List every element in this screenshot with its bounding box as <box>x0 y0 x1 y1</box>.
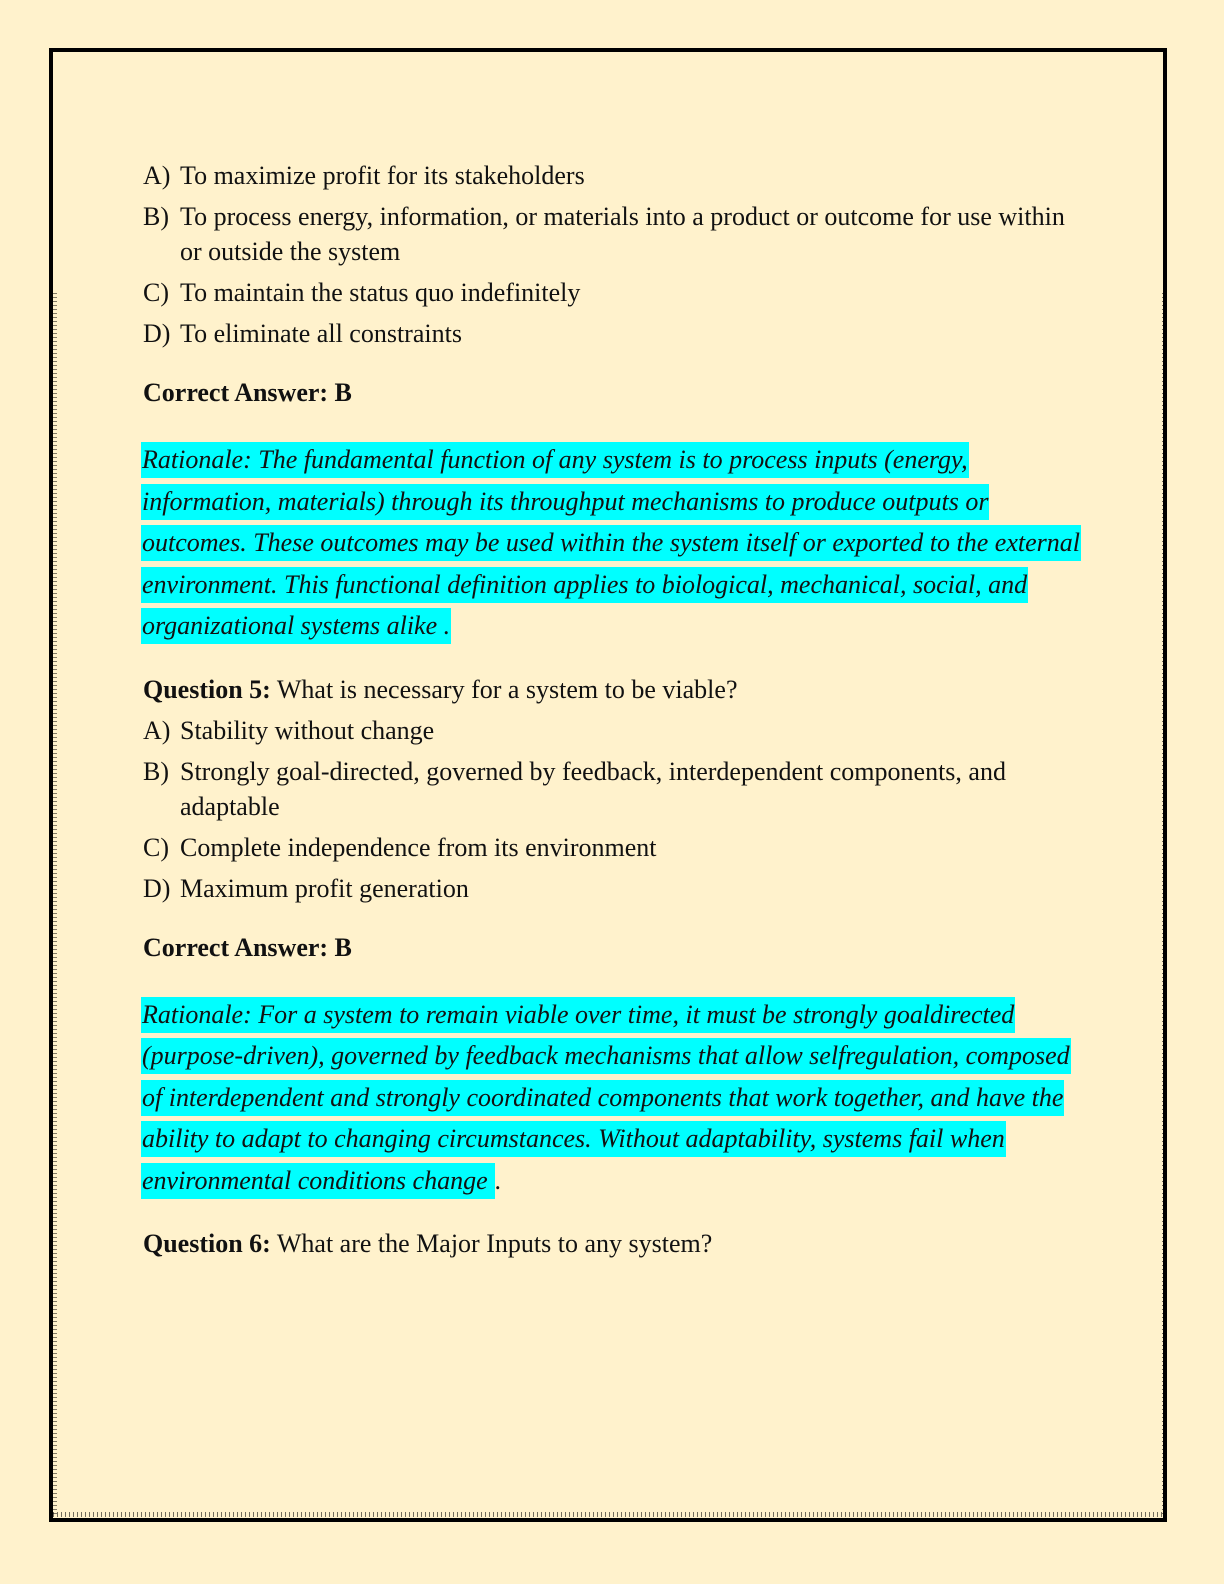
option-text: To eliminate all constraints <box>180 319 462 348</box>
option-letter: D) <box>143 873 171 903</box>
option-text: Complete independence from its environment <box>180 832 657 862</box>
option-c <box>143 830 1083 865</box>
rationale-highlight: Rationale: For a system to remain viable over time, it must be strongly goaldirected (purpose-driven), governed by feedback mechanisms that allow selfregulation, composed of interdependent and strongly coordinated components that work together, and have the ability to adapt to changing circumstances. Without adaptability, systems fail when environmental conditions change <box>141 997 1071 1199</box>
option-d <box>143 871 1083 906</box>
option-text: Maximum profit generation <box>180 873 469 903</box>
correct-answer: Correct Answer: B <box>143 932 352 962</box>
option-letter: A) <box>143 161 171 190</box>
question-5 <box>143 672 1083 707</box>
option-a <box>143 713 1083 748</box>
option-d <box>143 316 1083 351</box>
document-content <box>143 158 1083 1267</box>
rationale-trailing: . <box>495 1165 502 1195</box>
question-5-options <box>143 713 1083 906</box>
option-text: To process energy, information, or materials into a product or outcome for use within or outside the system <box>180 202 1065 266</box>
option-a <box>143 158 1083 193</box>
rationale-highlight: Rationale: The fundamental function of any system is to process inputs (energy, information, materials) through its throughput mechanisms to produce outputs or outcomes. These outcomes may be used within the system itself or exported to the external environment. This functional definition applies to biological, mechanical, social, and organizational systems alike . <box>141 442 1081 644</box>
option-text: To maximize profit for its stakeholders <box>180 161 585 190</box>
rationale-paragraph <box>141 994 1083 1202</box>
page-border-hatch-left <box>53 290 57 1514</box>
page-border-hatch-right <box>1162 290 1167 1514</box>
option-letter: C) <box>143 278 169 307</box>
option-letter: C) <box>143 832 169 862</box>
option-text: Stability without change <box>180 715 435 745</box>
option-letter: D) <box>143 319 171 348</box>
correct-answer: Correct Answer: B <box>143 378 352 407</box>
option-letter: B) <box>143 756 169 786</box>
option-c <box>143 275 1083 310</box>
question-4-options <box>143 158 1083 351</box>
option-text: Strongly goal-directed, governed by feedback, interdependent components, and adaptable <box>180 756 1006 821</box>
question-text: What are the Major Inputs to any system? <box>270 1229 713 1258</box>
option-b <box>143 754 1083 824</box>
rationale-paragraph <box>141 439 1083 647</box>
question-label: Question 6: <box>143 1229 271 1258</box>
option-letter: B) <box>143 202 169 231</box>
question-text: What is necessary for a system to be viable? <box>270 674 738 704</box>
page-border-hatch-bottom <box>53 1512 1163 1517</box>
option-letter: A) <box>143 715 171 745</box>
option-text: To maintain the status quo indefinitely <box>180 278 581 307</box>
option-b <box>143 199 1083 269</box>
question-6 <box>143 1226 1083 1261</box>
question-label: Question 5: <box>143 674 271 704</box>
